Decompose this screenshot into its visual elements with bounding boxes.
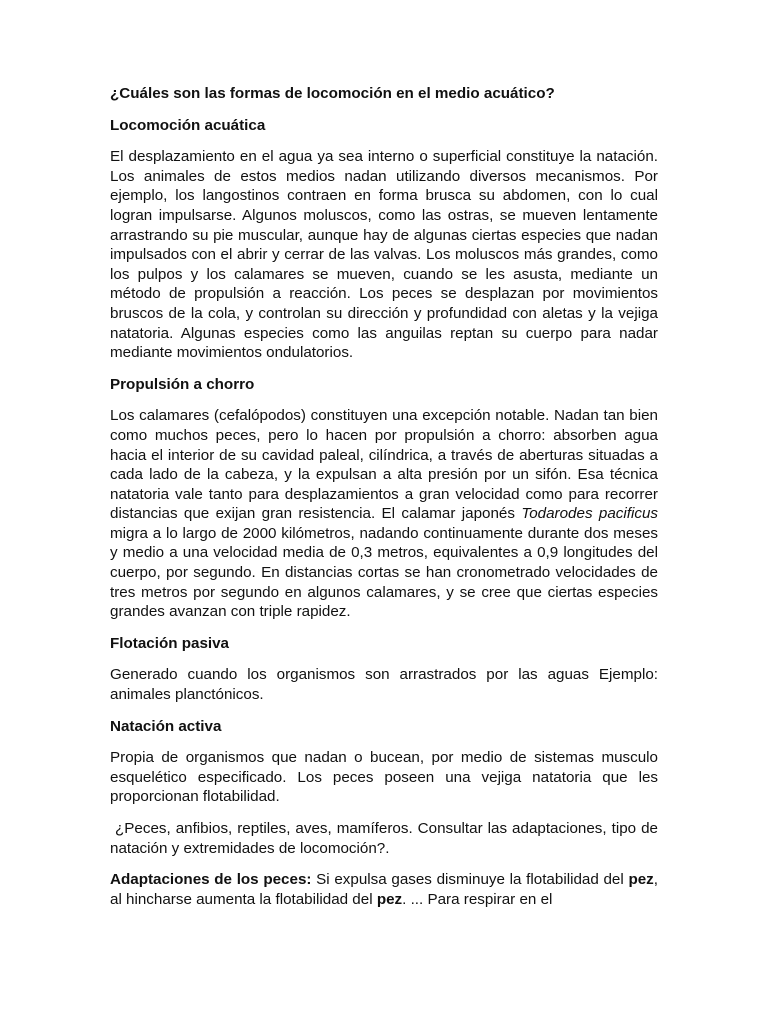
question-paragraph: ¿Peces, anfibios, reptiles, aves, mamíferos. Consultar las adaptaciones, tipo de natación y extremidades de locomoción?. <box>110 820 663 857</box>
document-page <box>110 84 663 921</box>
heading-locomocion-acuatica: Locomoción acuática <box>110 116 266 134</box>
heading-propulsion-a-chorro: Propulsión a chorro <box>110 375 255 393</box>
paragraph-text-part: , al hincharse aumenta la flotabilidad del <box>110 871 658 908</box>
bold-term: pez <box>628 871 654 889</box>
paragraph-natacion-activa: Propia de organismos que nadan o bucean, por medio de sistemas musculo esquelético especificado. Los peces poseen una vejiga natatoria que les proporcionan flotabilidad. <box>110 749 658 806</box>
bold-term: pez <box>376 890 403 908</box>
paragraph-text-part: migra a lo largo de 2000 kilómetros, nadando continuamente durante dos meses y medio a una velocidad media de 0,3 metros, equivalentes a 0,9 longitudes del cuerpo, por segundo. En distancias cortas se han cronometrado velocidades de tres metros por segundo en algunos calamares, y se cree que ciertas especies grandes avanzan con triple rapidez. <box>110 524 658 621</box>
paragraph-text-part: Si expulsa gases disminuye la flotabilidad del <box>311 871 629 889</box>
paragraph-propulsion-a-chorro <box>110 406 658 622</box>
adaptations-label: Adaptaciones de los peces: <box>110 871 312 889</box>
document-title: ¿Cuáles son las formas de locomoción en el medio acuático? <box>110 85 555 102</box>
species-name: Todarodes pacificus <box>521 505 658 523</box>
paragraph-locomocion-acuatica: El desplazamiento en el agua ya sea interno o superficial constituye la natación. Los animales de estos medios nadan utilizando diversos mecanismos. Por ejemplo, los langostinos contraen en forma brusca su abdomen, con lo cual logran impulsarse. Algunos moluscos, como las ostras, se mueven lentamente arrastrando su pie muscular, aunque hay de algunas ciertas especies que nadan impulsados con el abrir y cerrar de las valvas. Los moluscos más grandes, como los pulpos y los calamares se mueven, cuando se les asusta, mediante un método de propulsión a reacción. Los peces se desplazan por movimientos bruscos de la cola, y controlan su dirección y profundidad con aletas y la vejiga natatoria. Algunas especies como las anguilas reptan su cuerpo para nadar mediante movimientos ondulatorios. <box>110 148 658 362</box>
paragraph-text-part: Los calamares (cefalópodos) constituyen una excepción notable. Nadan tan bien como muchos peces, pero lo hacen por propulsión a chorro: absorben agua hacia el interior de su cavidad paleal, cilíndrica, a través de aberturas situadas a cada lado de la cabeza, y la expulsan a alta presión por un sifón. Esa técnica natatoria vale tanto para desplazamientos a gran velocidad como para recorrer distancias que exijan gran resistencia. El calamar japonés <box>110 407 658 523</box>
heading-natacion-activa: Natación activa <box>110 717 222 735</box>
paragraph-flotacion-pasiva: Generado cuando los organismos son arrastrados por las aguas Ejemplo: animales planctónicos. <box>110 666 658 704</box>
paragraph-adaptaciones <box>110 870 658 909</box>
paragraph-text-part: . ... Para respirar en el <box>402 890 553 908</box>
heading-flotacion-pasiva: Flotación pasiva <box>110 634 230 652</box>
